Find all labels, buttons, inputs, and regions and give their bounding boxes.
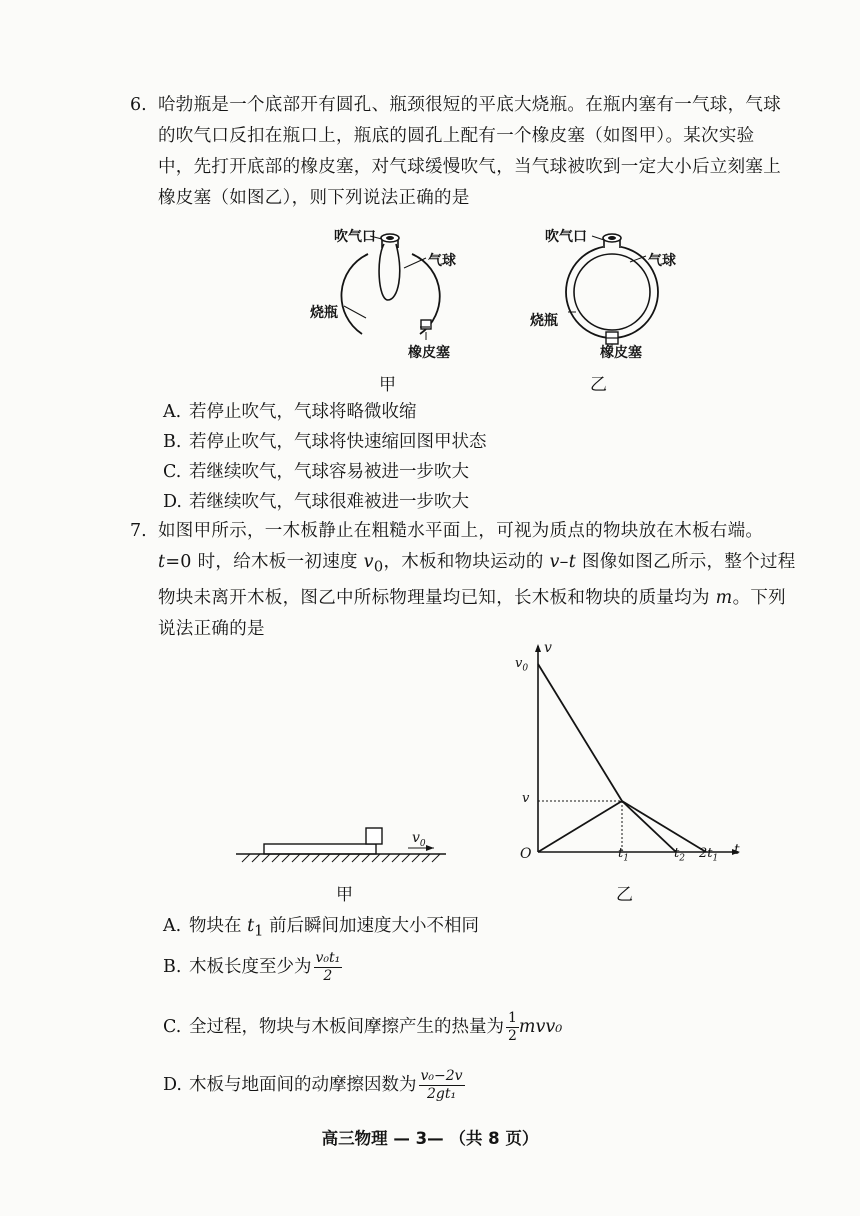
option-d xyxy=(163,1068,465,1103)
caption-yi-7: 乙 xyxy=(616,885,633,905)
stem-line: 橡皮塞（如图乙），则下列说法正确的是 xyxy=(158,188,470,208)
option-d xyxy=(163,488,469,513)
label-balloon-left: 气球 xyxy=(428,253,456,269)
caption-jia-7: 甲 xyxy=(336,885,353,905)
option-label: D. xyxy=(163,1075,182,1095)
question-stem xyxy=(158,516,830,645)
question-6 xyxy=(130,90,830,214)
vt-graph xyxy=(500,640,750,870)
label-blow-port-left: 吹气口 xyxy=(334,229,376,245)
vt-symbol: v–t xyxy=(549,552,577,572)
option-formula-tail: mvv₀ xyxy=(518,1017,563,1037)
label-flask-right: 烧瓶 xyxy=(530,313,558,329)
option-a xyxy=(163,912,479,940)
option-text: 物块在 xyxy=(189,916,248,936)
question-number: 7. xyxy=(130,521,147,541)
stem-text: ，木板和物块运动的 xyxy=(383,552,550,572)
board-velocity-label: $v_0$ xyxy=(412,830,426,849)
option-text: 若继续吹气，气球很难被进一步吹大 xyxy=(189,492,469,512)
option-label: D. xyxy=(163,492,182,512)
stem-line xyxy=(158,583,830,614)
option-label: A. xyxy=(163,402,182,422)
block-line-phase2 xyxy=(622,801,706,852)
board-line-phase1 xyxy=(538,664,622,801)
label-stopper-right: 橡皮塞 xyxy=(600,345,642,361)
caption-jia: 甲 xyxy=(379,375,396,395)
option-text: 若停止吹气，气球将快速缩回图甲状态 xyxy=(189,432,487,452)
graph-t2-label: $t_2$ xyxy=(674,846,685,864)
question-7 xyxy=(130,516,830,645)
v0-sub: 0 xyxy=(373,558,384,576)
v-axis-arrow xyxy=(535,644,541,652)
option-label: B. xyxy=(163,957,182,977)
graph-origin-label: O xyxy=(520,846,532,862)
t1-sub: 1 xyxy=(254,922,264,940)
stem-text: 图像如图乙所示，整个过程 xyxy=(576,552,796,572)
option-label: C. xyxy=(163,462,182,482)
graph-2t1-label: $2t_1$ xyxy=(699,846,719,864)
graph-t1-label: $t_1$ xyxy=(618,846,629,864)
option-a xyxy=(163,398,417,423)
question-number: 6. xyxy=(130,95,147,115)
option-label: A. xyxy=(163,916,182,936)
option-c xyxy=(163,1010,562,1045)
mass-symbol: m xyxy=(715,587,733,608)
block-line-phase1 xyxy=(538,801,622,852)
option-b xyxy=(163,950,342,985)
stem-line xyxy=(158,547,830,583)
option-b xyxy=(163,428,487,453)
board-line-phase2 xyxy=(622,801,676,852)
stem-line: 哈勃瓶是一个底部开有圆孔、瓶颈很短的平底大烧瓶。在瓶内塞有一气球，气球 xyxy=(158,95,781,115)
option-c xyxy=(163,458,469,483)
option-text: 若停止吹气，气球将略微收缩 xyxy=(189,402,417,422)
time-symbol: t xyxy=(158,552,166,572)
page-footer: 高三物理 — 3— （共 8 页） xyxy=(321,1129,539,1148)
stem-text: =0 时，给木板一初速度 xyxy=(165,552,364,572)
stem-line: 中，先打开底部的橡皮塞，对气球缓慢吹气，当气球被吹到一定大小后立刻塞上 xyxy=(158,157,781,177)
option-text: 木板长度至少为 xyxy=(189,957,312,977)
fraction: $\frac{1}{2}$ xyxy=(508,1010,517,1044)
label-blow-port-right: 吹气口 xyxy=(545,229,587,245)
flask-right-diagram xyxy=(566,234,658,348)
question-stem xyxy=(158,90,830,214)
t1-symbol: t xyxy=(247,916,255,936)
fraction: $\frac{\text{v₀t₁}}{2}$ xyxy=(315,950,341,984)
option-text: 前后瞬间加速度大小不相同 xyxy=(263,916,479,936)
graph-v-axis-label: v xyxy=(544,640,552,656)
stem-text: 。下列 xyxy=(732,587,786,608)
option-text: 若继续吹气，气球容易被进一步吹大 xyxy=(189,462,469,482)
flask-left-diagram xyxy=(341,234,439,340)
caption-yi: 乙 xyxy=(590,375,607,395)
v0-symbol: v xyxy=(363,552,374,572)
label-balloon-right: 气球 xyxy=(648,253,676,269)
stem-line: 说法正确的是 xyxy=(158,618,265,639)
stem-line: 的吹气口反扣在瓶口上，瓶底的圆孔上配有一个橡皮塞（如图甲）。某次实验 xyxy=(158,126,755,146)
option-text: 全过程，物块与木板间摩擦产生的热量为 xyxy=(189,1017,504,1037)
stem-line: 如图甲所示，一木板静止在粗糙水平面上，可视为质点的物块放在木板右端。 xyxy=(158,521,764,541)
graph-t-axis-label: t xyxy=(734,842,740,858)
option-label: C. xyxy=(163,1017,182,1037)
graph-v-label: v xyxy=(522,791,530,806)
fraction: $\frac{\text{v₀−2v}}{\text{2gt₁}}$ xyxy=(420,1068,463,1102)
label-flask-left: 烧瓶 xyxy=(310,305,338,321)
option-label: B. xyxy=(163,432,182,452)
stem-text: 物块未离开木板，图乙中所标物理量均已知，长木板和物块的质量均为 xyxy=(158,587,716,608)
option-text: 木板与地面间的动摩擦因数为 xyxy=(189,1075,417,1095)
graph-v0-label: $v_0$ xyxy=(515,656,529,674)
label-stopper-left: 橡皮塞 xyxy=(408,345,450,361)
